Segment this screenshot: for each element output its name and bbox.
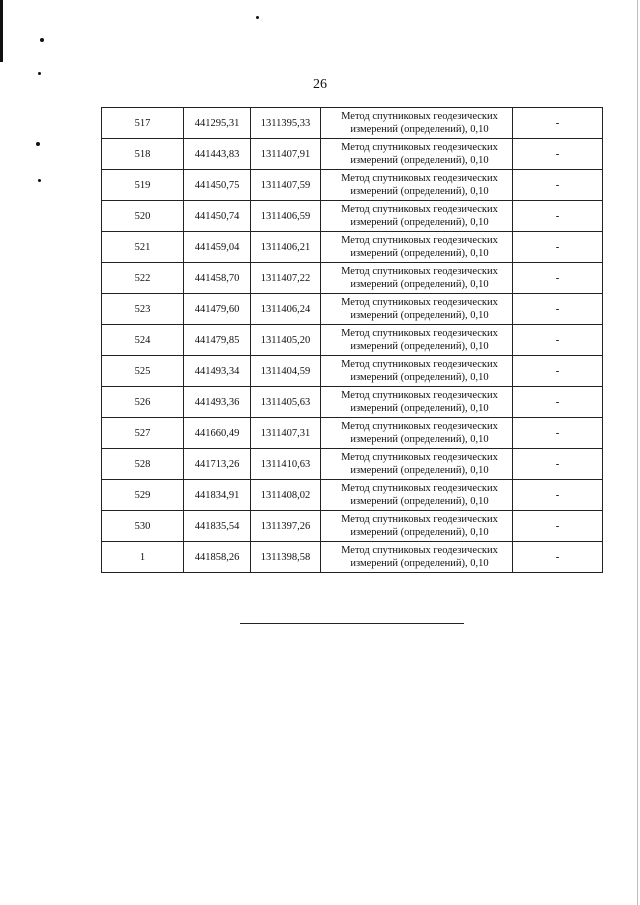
x-coordinate-cell: 441660,49 bbox=[184, 418, 251, 449]
accuracy-dash-cell: - bbox=[513, 387, 603, 418]
method-cell bbox=[321, 108, 513, 139]
accuracy-dash-cell: - bbox=[513, 418, 603, 449]
table-row bbox=[102, 511, 603, 542]
method-line-1: Метод спутниковых геодезических bbox=[341, 204, 498, 215]
scan-speck bbox=[38, 179, 41, 182]
point-number-cell: 517 bbox=[102, 108, 184, 139]
point-number-cell: 518 bbox=[102, 139, 184, 170]
method-line-2: измерений (определений), 0,10 bbox=[350, 558, 489, 569]
method-cell bbox=[321, 387, 513, 418]
method-line-2: измерений (определений), 0,10 bbox=[350, 310, 489, 321]
accuracy-dash-cell: - bbox=[513, 511, 603, 542]
method-line-2: измерений (определений), 0,10 bbox=[350, 124, 489, 135]
table-row bbox=[102, 294, 603, 325]
point-number-cell: 519 bbox=[102, 170, 184, 201]
table-row bbox=[102, 356, 603, 387]
point-number-cell: 523 bbox=[102, 294, 184, 325]
method-cell bbox=[321, 263, 513, 294]
point-number-cell: 521 bbox=[102, 232, 184, 263]
y-coordinate-cell: 1311407,91 bbox=[251, 139, 321, 170]
method-line-1: Метод спутниковых геодезических bbox=[341, 545, 498, 556]
method-line-2: измерений (определений), 0,10 bbox=[350, 155, 489, 166]
method-line-1: Метод спутниковых геодезических bbox=[341, 266, 498, 277]
y-coordinate-cell: 1311397,26 bbox=[251, 511, 321, 542]
method-cell bbox=[321, 418, 513, 449]
method-line-1: Метод спутниковых геодезических bbox=[341, 452, 498, 463]
y-coordinate-cell: 1311407,31 bbox=[251, 418, 321, 449]
x-coordinate-cell: 441479,85 bbox=[184, 325, 251, 356]
x-coordinate-cell: 441443,83 bbox=[184, 139, 251, 170]
method-line-1: Метод спутниковых геодезических bbox=[341, 359, 498, 370]
x-coordinate-cell: 441713,26 bbox=[184, 449, 251, 480]
y-coordinate-cell: 1311405,63 bbox=[251, 387, 321, 418]
scan-speck bbox=[40, 38, 44, 42]
method-cell bbox=[321, 232, 513, 263]
accuracy-dash-cell: - bbox=[513, 232, 603, 263]
method-line-1: Метод спутниковых геодезических bbox=[341, 235, 498, 246]
method-line-2: измерений (определений), 0,10 bbox=[350, 527, 489, 538]
accuracy-dash-cell: - bbox=[513, 542, 603, 573]
method-line-2: измерений (определений), 0,10 bbox=[350, 341, 489, 352]
point-number-cell: 529 bbox=[102, 480, 184, 511]
method-line-1: Метод спутниковых геодезических bbox=[341, 421, 498, 432]
coordinates-table bbox=[101, 107, 603, 573]
y-coordinate-cell: 1311404,59 bbox=[251, 356, 321, 387]
accuracy-dash-cell: - bbox=[513, 325, 603, 356]
accuracy-dash-cell: - bbox=[513, 480, 603, 511]
table-row bbox=[102, 449, 603, 480]
accuracy-dash-cell: - bbox=[513, 294, 603, 325]
accuracy-dash-cell: - bbox=[513, 108, 603, 139]
y-coordinate-cell: 1311408,02 bbox=[251, 480, 321, 511]
method-line-2: измерений (определений), 0,10 bbox=[350, 465, 489, 476]
page-number: 26 bbox=[313, 77, 327, 92]
accuracy-dash-cell: - bbox=[513, 201, 603, 232]
method-line-1: Метод спутниковых геодезических bbox=[341, 390, 498, 401]
method-cell bbox=[321, 139, 513, 170]
method-line-2: измерений (определений), 0,10 bbox=[350, 434, 489, 445]
method-line-1: Метод спутниковых геодезических bbox=[341, 483, 498, 494]
y-coordinate-cell: 1311406,21 bbox=[251, 232, 321, 263]
table-row bbox=[102, 139, 603, 170]
y-coordinate-cell: 1311406,24 bbox=[251, 294, 321, 325]
table-row bbox=[102, 201, 603, 232]
x-coordinate-cell: 441834,91 bbox=[184, 480, 251, 511]
method-line-2: измерений (определений), 0,10 bbox=[350, 372, 489, 383]
method-line-1: Метод спутниковых геодезических bbox=[341, 173, 498, 184]
x-coordinate-cell: 441459,04 bbox=[184, 232, 251, 263]
scan-speck bbox=[38, 72, 41, 75]
x-coordinate-cell: 441450,75 bbox=[184, 170, 251, 201]
accuracy-dash-cell: - bbox=[513, 139, 603, 170]
method-line-2: измерений (определений), 0,10 bbox=[350, 217, 489, 228]
method-cell bbox=[321, 325, 513, 356]
point-number-cell: 520 bbox=[102, 201, 184, 232]
point-number-cell: 527 bbox=[102, 418, 184, 449]
scan-speck bbox=[36, 142, 40, 146]
table-row bbox=[102, 263, 603, 294]
table-row bbox=[102, 170, 603, 201]
table-row bbox=[102, 542, 603, 573]
accuracy-dash-cell: - bbox=[513, 263, 603, 294]
x-coordinate-cell: 441295,31 bbox=[184, 108, 251, 139]
y-coordinate-cell: 1311410,63 bbox=[251, 449, 321, 480]
method-line-2: измерений (определений), 0,10 bbox=[350, 403, 489, 414]
table-row bbox=[102, 325, 603, 356]
method-line-1: Метод спутниковых геодезических bbox=[341, 328, 498, 339]
x-coordinate-cell: 441493,36 bbox=[184, 387, 251, 418]
method-cell bbox=[321, 480, 513, 511]
point-number-cell: 522 bbox=[102, 263, 184, 294]
table-row bbox=[102, 387, 603, 418]
table-row bbox=[102, 232, 603, 263]
y-coordinate-cell: 1311407,59 bbox=[251, 170, 321, 201]
scan-speck bbox=[256, 16, 259, 19]
scan-margin-bar bbox=[0, 0, 3, 62]
method-line-2: измерений (определений), 0,10 bbox=[350, 248, 489, 259]
x-coordinate-cell: 441493,34 bbox=[184, 356, 251, 387]
table-row bbox=[102, 480, 603, 511]
method-cell bbox=[321, 542, 513, 573]
table-row bbox=[102, 108, 603, 139]
method-line-1: Метод спутниковых геодезических bbox=[341, 142, 498, 153]
y-coordinate-cell: 1311406,59 bbox=[251, 201, 321, 232]
y-coordinate-cell: 1311395,33 bbox=[251, 108, 321, 139]
table-row bbox=[102, 418, 603, 449]
method-line-2: измерений (определений), 0,10 bbox=[350, 279, 489, 290]
point-number-cell: 526 bbox=[102, 387, 184, 418]
x-coordinate-cell: 441458,70 bbox=[184, 263, 251, 294]
accuracy-dash-cell: - bbox=[513, 356, 603, 387]
coordinates-table-body bbox=[102, 108, 603, 573]
method-cell bbox=[321, 511, 513, 542]
point-number-cell: 1 bbox=[102, 542, 184, 573]
method-line-2: измерений (определений), 0,10 bbox=[350, 186, 489, 197]
method-line-2: измерений (определений), 0,10 bbox=[350, 496, 489, 507]
method-line-1: Метод спутниковых геодезических bbox=[341, 111, 498, 122]
x-coordinate-cell: 441858,26 bbox=[184, 542, 251, 573]
point-number-cell: 524 bbox=[102, 325, 184, 356]
point-number-cell: 528 bbox=[102, 449, 184, 480]
y-coordinate-cell: 1311398,58 bbox=[251, 542, 321, 573]
accuracy-dash-cell: - bbox=[513, 170, 603, 201]
y-coordinate-cell: 1311407,22 bbox=[251, 263, 321, 294]
scan-edge-line bbox=[637, 0, 638, 905]
x-coordinate-cell: 441479,60 bbox=[184, 294, 251, 325]
y-coordinate-cell: 1311405,20 bbox=[251, 325, 321, 356]
method-cell bbox=[321, 201, 513, 232]
accuracy-dash-cell: - bbox=[513, 449, 603, 480]
point-number-cell: 525 bbox=[102, 356, 184, 387]
method-cell bbox=[321, 449, 513, 480]
method-line-1: Метод спутниковых геодезических bbox=[341, 297, 498, 308]
method-cell bbox=[321, 294, 513, 325]
x-coordinate-cell: 441450,74 bbox=[184, 201, 251, 232]
point-number-cell: 530 bbox=[102, 511, 184, 542]
method-cell bbox=[321, 170, 513, 201]
footer-rule bbox=[240, 623, 464, 624]
method-line-1: Метод спутниковых геодезических bbox=[341, 514, 498, 525]
x-coordinate-cell: 441835,54 bbox=[184, 511, 251, 542]
method-cell bbox=[321, 356, 513, 387]
